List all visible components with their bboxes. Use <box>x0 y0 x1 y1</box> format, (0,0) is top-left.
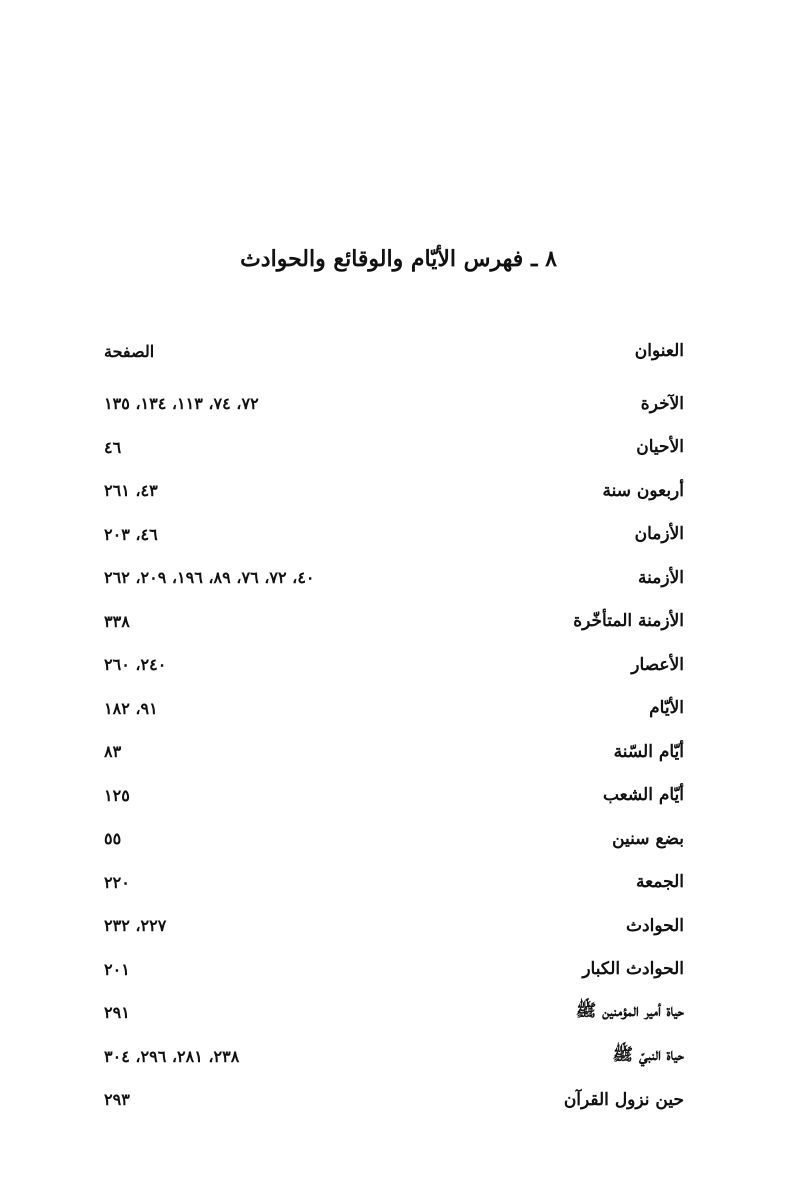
index-pages: ٩١، ١٨٢ <box>104 698 158 718</box>
index-topic: حياة النبيّ ﷺ <box>612 1044 684 1065</box>
index-pages: ٢٩٣ <box>104 1090 130 1110</box>
index-row <box>104 817 684 861</box>
index-topic: حياة أمير المؤمنين ﷺ <box>575 1001 684 1022</box>
index-topic: بضع سنين <box>612 828 684 849</box>
index-row <box>104 643 684 687</box>
index-pages: ٥٥ <box>104 829 122 849</box>
index-pages: ٤٣، ٢٦١ <box>104 481 158 501</box>
index-pages: ٢٣٨، ٢٨١، ٢٩٦، ٣٠٤ <box>104 1046 240 1066</box>
index-topic: الحوادث الكبار <box>582 959 684 980</box>
index-header-row <box>104 336 684 366</box>
index-row <box>104 904 684 948</box>
index-topic: أربعون سنة <box>602 480 684 501</box>
index-row <box>104 426 684 470</box>
index-row <box>104 382 684 426</box>
index-pages: ٤٦ <box>104 437 122 457</box>
index-row <box>104 1078 684 1122</box>
index-topic: الأزمنة المتأخّرة <box>573 611 684 632</box>
index-topic: الأزمان <box>634 524 684 545</box>
index-topic: الحوادث <box>626 915 684 936</box>
page-title: ٨ ـ فهرس الأيّام والوقائع والحوادث <box>240 246 557 272</box>
index-row <box>104 687 684 731</box>
index-pages: ٢٢٠ <box>104 872 130 892</box>
index-row <box>104 556 684 600</box>
index-row <box>104 730 684 774</box>
index-topic: الآخرة <box>640 393 684 414</box>
index-pages: ٤٠، ٧٢، ٧٦، ٨٩، ١٩٦، ٢٠٩، ٢٦٢ <box>104 568 315 588</box>
index-row <box>104 1035 684 1079</box>
index-row <box>104 861 684 905</box>
index-pages: ٤٦، ٢٠٣ <box>104 524 158 544</box>
index-topic: أيّام الشعب <box>602 785 684 806</box>
index-pages: ١٢٥ <box>104 785 130 805</box>
index-pages: ٢٢٧، ٢٣٢ <box>104 916 167 936</box>
index-pages: ٣٣٨ <box>104 611 130 631</box>
index-topic: الأعصار <box>631 654 684 675</box>
index-topic: الأزمنة <box>638 567 684 588</box>
index-pages: ٢٩١ <box>104 1003 130 1023</box>
index-row <box>104 469 684 513</box>
header-pages: الصفحة <box>104 341 155 361</box>
index-row <box>104 991 684 1035</box>
index-topic: حين نزول القرآن <box>563 1089 684 1110</box>
index-pages: ٨٣ <box>104 742 122 762</box>
index-pages: ٢٠١ <box>104 959 130 979</box>
index-table <box>104 336 684 1122</box>
index-row <box>104 948 684 992</box>
header-topic: العنوان <box>634 341 684 361</box>
index-row <box>104 513 684 557</box>
index-topic: الجمعة <box>635 872 684 893</box>
index-topic: أيّام السّنة <box>613 741 684 762</box>
index-pages: ٧٢، ٧٤، ١١٣، ١٣٤، ١٣٥ <box>104 394 259 414</box>
index-topic: الأيّام <box>649 698 684 719</box>
index-pages: ٢٤٠، ٢٦٠ <box>104 655 167 675</box>
index-row <box>104 600 684 644</box>
index-topic: الأحيان <box>636 437 684 458</box>
index-row <box>104 774 684 818</box>
